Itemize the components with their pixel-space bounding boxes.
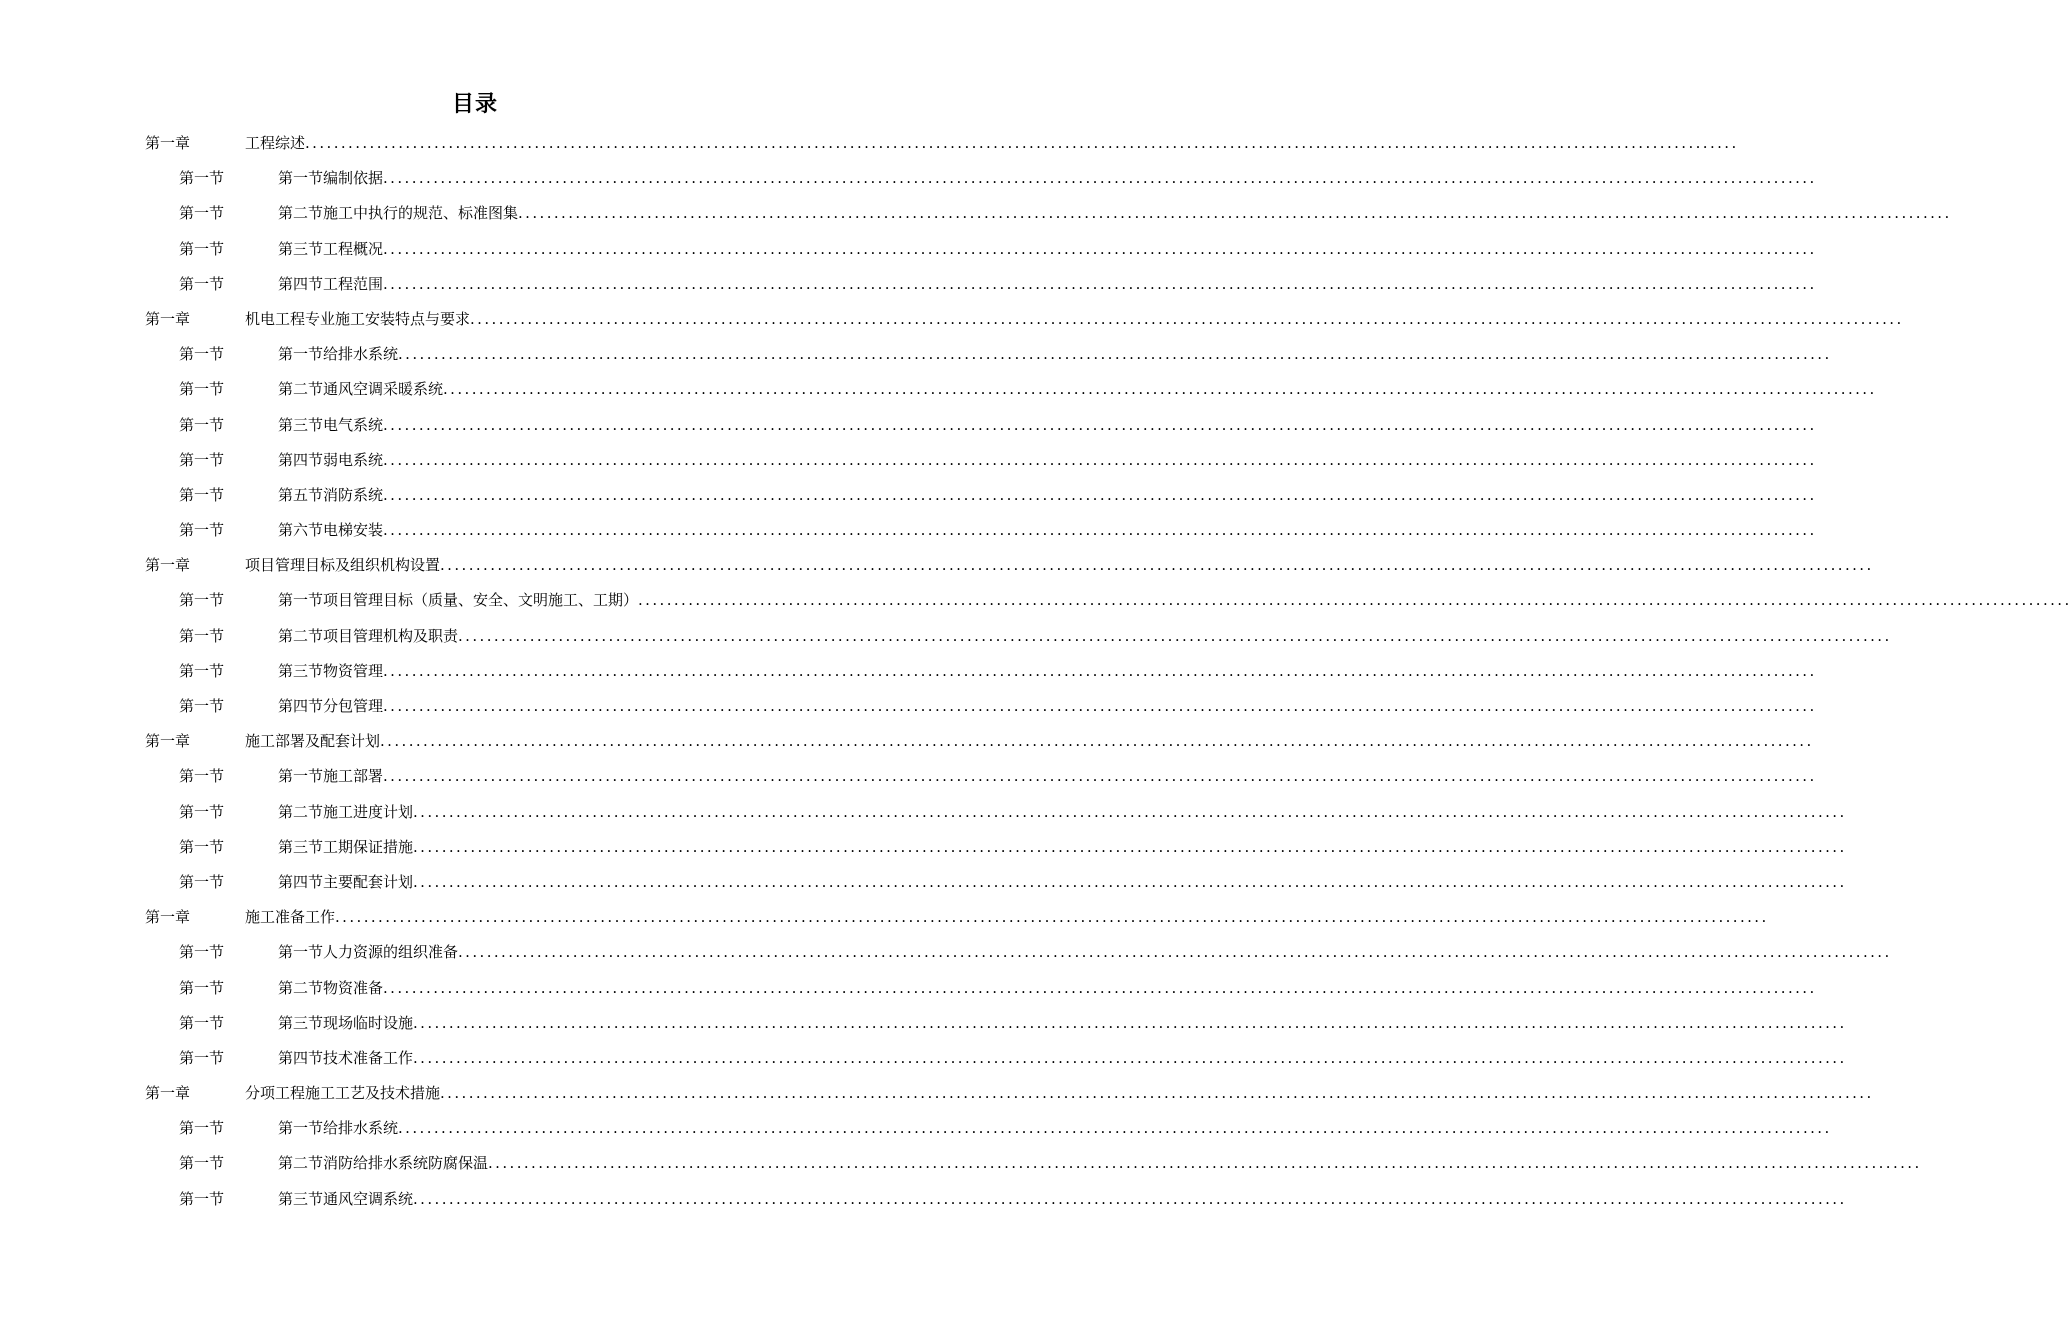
chapter-number: 第一章 — [145, 908, 191, 927]
toc-chapter-entry[interactable] — [0, 900, 1769, 935]
entry-line — [278, 161, 1817, 196]
section-number: 第一节 — [179, 345, 225, 364]
toc-section-entry[interactable] — [0, 267, 1817, 302]
section-number: 第一节 — [179, 767, 225, 786]
dot-leader: ........................................................................................................................................................................................................ — [380, 732, 1814, 751]
entry-line — [278, 759, 1817, 794]
chapter-title: 工程综述 — [245, 134, 306, 152]
dot-leader: ........................................................................................................................................................................................................ — [398, 1119, 1832, 1138]
dot-leader: ........................................................................................................................................................................................................ — [383, 274, 1817, 293]
section-title: 第四节分包管理 — [278, 697, 384, 715]
entry-line — [245, 302, 1904, 337]
entry-line — [278, 267, 1817, 302]
chapter-number: 第一章 — [145, 309, 191, 328]
toc-section-entry[interactable] — [0, 619, 1892, 654]
entry-line — [278, 1111, 1832, 1146]
chapter-title: 项目管理目标及组织机构设置 — [245, 556, 441, 575]
dot-leader: ........................................................................................................................................................................................................ — [470, 309, 1904, 328]
chapter-title: 施工准备工作 — [245, 908, 336, 927]
dot-leader: ........................................................................................................................................................................................................ — [335, 908, 1769, 927]
section-number: 第一节 — [179, 204, 225, 223]
entry-line — [278, 619, 1892, 654]
section-title: 第三节物资管理 — [278, 661, 384, 680]
entry-line — [278, 408, 1817, 443]
dot-leader: ........................................................................................................................................................................................................ — [398, 345, 1832, 364]
section-title: 第一节施工部署 — [278, 767, 384, 786]
chapter-title: 机电工程专业施工安装特点与要求 — [245, 309, 471, 328]
section-title: 第一节给排水系统 — [278, 1119, 399, 1138]
entry-line — [278, 1182, 1847, 1217]
section-title: 第二节通风空调采暖系统 — [278, 380, 444, 399]
section-title: 第三节工期保证措施 — [278, 837, 414, 856]
dot-leader: ........................................................................................................................................................................................................ — [305, 134, 1739, 152]
section-title: 第二节项目管理机构及职责 — [278, 626, 459, 645]
toc-section-entry[interactable] — [0, 1041, 1847, 1076]
toc-chapter-entry[interactable] — [0, 1076, 1874, 1111]
entry-line — [278, 654, 1817, 689]
entry-line — [278, 971, 1817, 1006]
dot-leader: ........................................................................................................................................................................................................ — [383, 697, 1817, 715]
toc-section-entry[interactable] — [0, 232, 1817, 267]
entry-line — [245, 548, 1874, 583]
toc-chapter-entry[interactable] — [0, 302, 1904, 337]
toc-section-entry[interactable] — [0, 1111, 1832, 1146]
toc-section-entry[interactable] — [0, 654, 1817, 689]
dot-leader: ........................................................................................................................................................................................................ — [383, 485, 1817, 504]
dot-leader: ........................................................................................................................................................................................................ — [413, 1013, 1847, 1032]
entry-line — [278, 337, 1832, 372]
toc-section-entry[interactable] — [0, 865, 1847, 900]
entry-line — [245, 1076, 1874, 1111]
toc-chapter-entry[interactable] — [0, 126, 1739, 161]
section-title: 第一节项目管理目标（质量、安全、文明施工、工期） — [278, 591, 639, 610]
dot-leader: ........................................................................................................................................................................................................ — [638, 591, 2072, 610]
dot-leader: ........................................................................................................................................................................................................ — [488, 1154, 1922, 1173]
dot-leader: ........................................................................................................................................................................................................ — [413, 837, 1847, 856]
chapter-number: 第一章 — [145, 1084, 191, 1103]
dot-leader: ........................................................................................................................................................................................................ — [458, 943, 1892, 962]
section-title: 第三节电气系统 — [278, 415, 384, 434]
section-title: 第一节编制依据 — [278, 169, 384, 188]
section-title: 第四节主要配套计划 — [278, 872, 414, 891]
section-title: 第三节通风空调系统 — [278, 1189, 414, 1208]
dot-leader: ........................................................................................................................................................................................................ — [440, 1084, 1874, 1103]
section-number: 第一节 — [179, 978, 225, 997]
toc-section-entry[interactable] — [0, 196, 1952, 231]
section-number: 第一节 — [179, 1013, 225, 1032]
entry-line — [245, 724, 1814, 759]
entry-line — [278, 232, 1817, 267]
toc-section-entry[interactable] — [0, 689, 1817, 724]
entry-line — [278, 865, 1847, 900]
entry-line — [278, 795, 1847, 830]
chapter-number: 第一章 — [145, 556, 191, 575]
toc-section-entry[interactable] — [0, 1146, 1922, 1181]
section-title: 第四节技术准备工作 — [278, 1048, 414, 1067]
dot-leader: ........................................................................................................................................................................................................ — [443, 380, 1877, 399]
section-title: 第二节施工中执行的规范、标准图集 — [278, 204, 519, 223]
dot-leader: ........................................................................................................................................................................................................ — [458, 626, 1892, 645]
section-number: 第一节 — [179, 837, 225, 856]
entry-line — [278, 1006, 1847, 1041]
toc-section-entry[interactable] — [0, 1182, 1847, 1217]
toc-chapter-entry[interactable] — [0, 548, 1874, 583]
entry-line — [278, 1146, 1922, 1181]
section-number: 第一节 — [179, 380, 225, 399]
entry-line — [278, 372, 1877, 407]
dot-leader: ........................................................................................................................................................................................................ — [440, 556, 1874, 575]
toc-section-entry[interactable] — [0, 1006, 1847, 1041]
toc-section-entry[interactable] — [0, 795, 1847, 830]
section-number: 第一节 — [179, 1048, 225, 1067]
chapter-title: 施工部署及配套计划 — [245, 732, 381, 751]
section-number: 第一节 — [179, 591, 225, 610]
section-title: 第一节人力资源的组织准备 — [278, 943, 459, 962]
section-number: 第一节 — [179, 872, 225, 891]
dot-leader: ........................................................................................................................................................................................................ — [383, 521, 1817, 540]
section-number: 第一节 — [179, 1119, 225, 1138]
toc-section-entry[interactable] — [0, 161, 1817, 196]
entry-line — [278, 935, 1892, 970]
toc-section-entry[interactable] — [0, 443, 1817, 478]
toc-section-entry[interactable] — [0, 337, 1832, 372]
dot-leader: ........................................................................................................................................................................................................ — [383, 450, 1817, 469]
entry-line — [278, 583, 2072, 618]
toc-section-entry[interactable] — [0, 513, 1817, 548]
entry-line — [278, 830, 1847, 865]
entry-line — [278, 196, 1952, 231]
section-title: 第二节消防给排水系统防腐保温 — [278, 1154, 489, 1173]
dot-leader: ........................................................................................................................................................................................................ — [413, 1048, 1847, 1067]
dot-leader: ........................................................................................................................................................................................................ — [413, 872, 1847, 891]
entry-line — [278, 513, 1817, 548]
section-title: 第四节工程范围 — [278, 274, 384, 293]
dot-leader: ........................................................................................................................................................................................................ — [518, 204, 1952, 223]
section-title: 第一节给排水系统 — [278, 345, 399, 364]
dot-leader: ........................................................................................................................................................................................................ — [383, 661, 1817, 680]
chapter-number: 第一章 — [145, 732, 191, 751]
chapter-number: 第一章 — [145, 134, 191, 152]
section-title: 第三节工程概况 — [278, 239, 384, 258]
section-number: 第一节 — [179, 626, 225, 645]
section-title: 第二节施工进度计划 — [278, 802, 414, 821]
toc-section-entry[interactable] — [0, 583, 2072, 618]
dot-leader: ........................................................................................................................................................................................................ — [413, 802, 1847, 821]
section-number: 第一节 — [179, 661, 225, 680]
dot-leader: ........................................................................................................................................................................................................ — [383, 169, 1817, 188]
section-number: 第一节 — [179, 239, 225, 258]
chapter-title: 分项工程施工工艺及技术措施 — [245, 1084, 441, 1103]
section-number: 第一节 — [179, 450, 225, 469]
entry-line — [245, 900, 1769, 935]
section-number: 第一节 — [179, 943, 225, 962]
entry-line — [278, 478, 1817, 513]
section-title: 第三节现场临时设施 — [278, 1013, 414, 1032]
toc-section-entry[interactable] — [0, 971, 1817, 1006]
entry-line — [278, 689, 1817, 724]
dot-leader: ........................................................................................................................................................................................................ — [383, 767, 1817, 786]
section-number: 第一节 — [179, 274, 225, 293]
toc-section-entry[interactable] — [0, 408, 1817, 443]
toc-section-entry[interactable] — [0, 830, 1847, 865]
dot-leader: ........................................................................................................................................................................................................ — [383, 978, 1817, 997]
entry-line — [278, 1041, 1847, 1076]
section-number: 第一节 — [179, 697, 225, 715]
toc-title: 目录 — [451, 92, 498, 117]
section-number: 第一节 — [179, 802, 225, 821]
section-number: 第一节 — [179, 415, 225, 434]
toc-section-entry[interactable] — [0, 478, 1817, 513]
toc-section-entry[interactable] — [0, 372, 1877, 407]
entry-line — [278, 443, 1817, 478]
toc-section-entry[interactable] — [0, 935, 1892, 970]
dot-leader: ........................................................................................................................................................................................................ — [413, 1189, 1847, 1208]
section-number: 第一节 — [179, 169, 225, 188]
section-title: 第五节消防系统 — [278, 485, 384, 504]
section-number: 第一节 — [179, 1189, 225, 1208]
section-number: 第一节 — [179, 521, 225, 540]
section-number: 第一节 — [179, 485, 225, 504]
section-title: 第六节电梯安装 — [278, 521, 384, 540]
toc-chapter-entry[interactable] — [0, 724, 1814, 759]
dot-leader: ........................................................................................................................................................................................................ — [383, 415, 1817, 434]
entry-line — [245, 126, 1739, 161]
toc-list — [0, 126, 2072, 1217]
section-number: 第一节 — [179, 1154, 225, 1173]
section-title: 第四节弱电系统 — [278, 450, 384, 469]
section-title: 第二节物资准备 — [278, 978, 384, 997]
toc-section-entry[interactable] — [0, 759, 1817, 794]
dot-leader: ........................................................................................................................................................................................................ — [383, 239, 1817, 258]
